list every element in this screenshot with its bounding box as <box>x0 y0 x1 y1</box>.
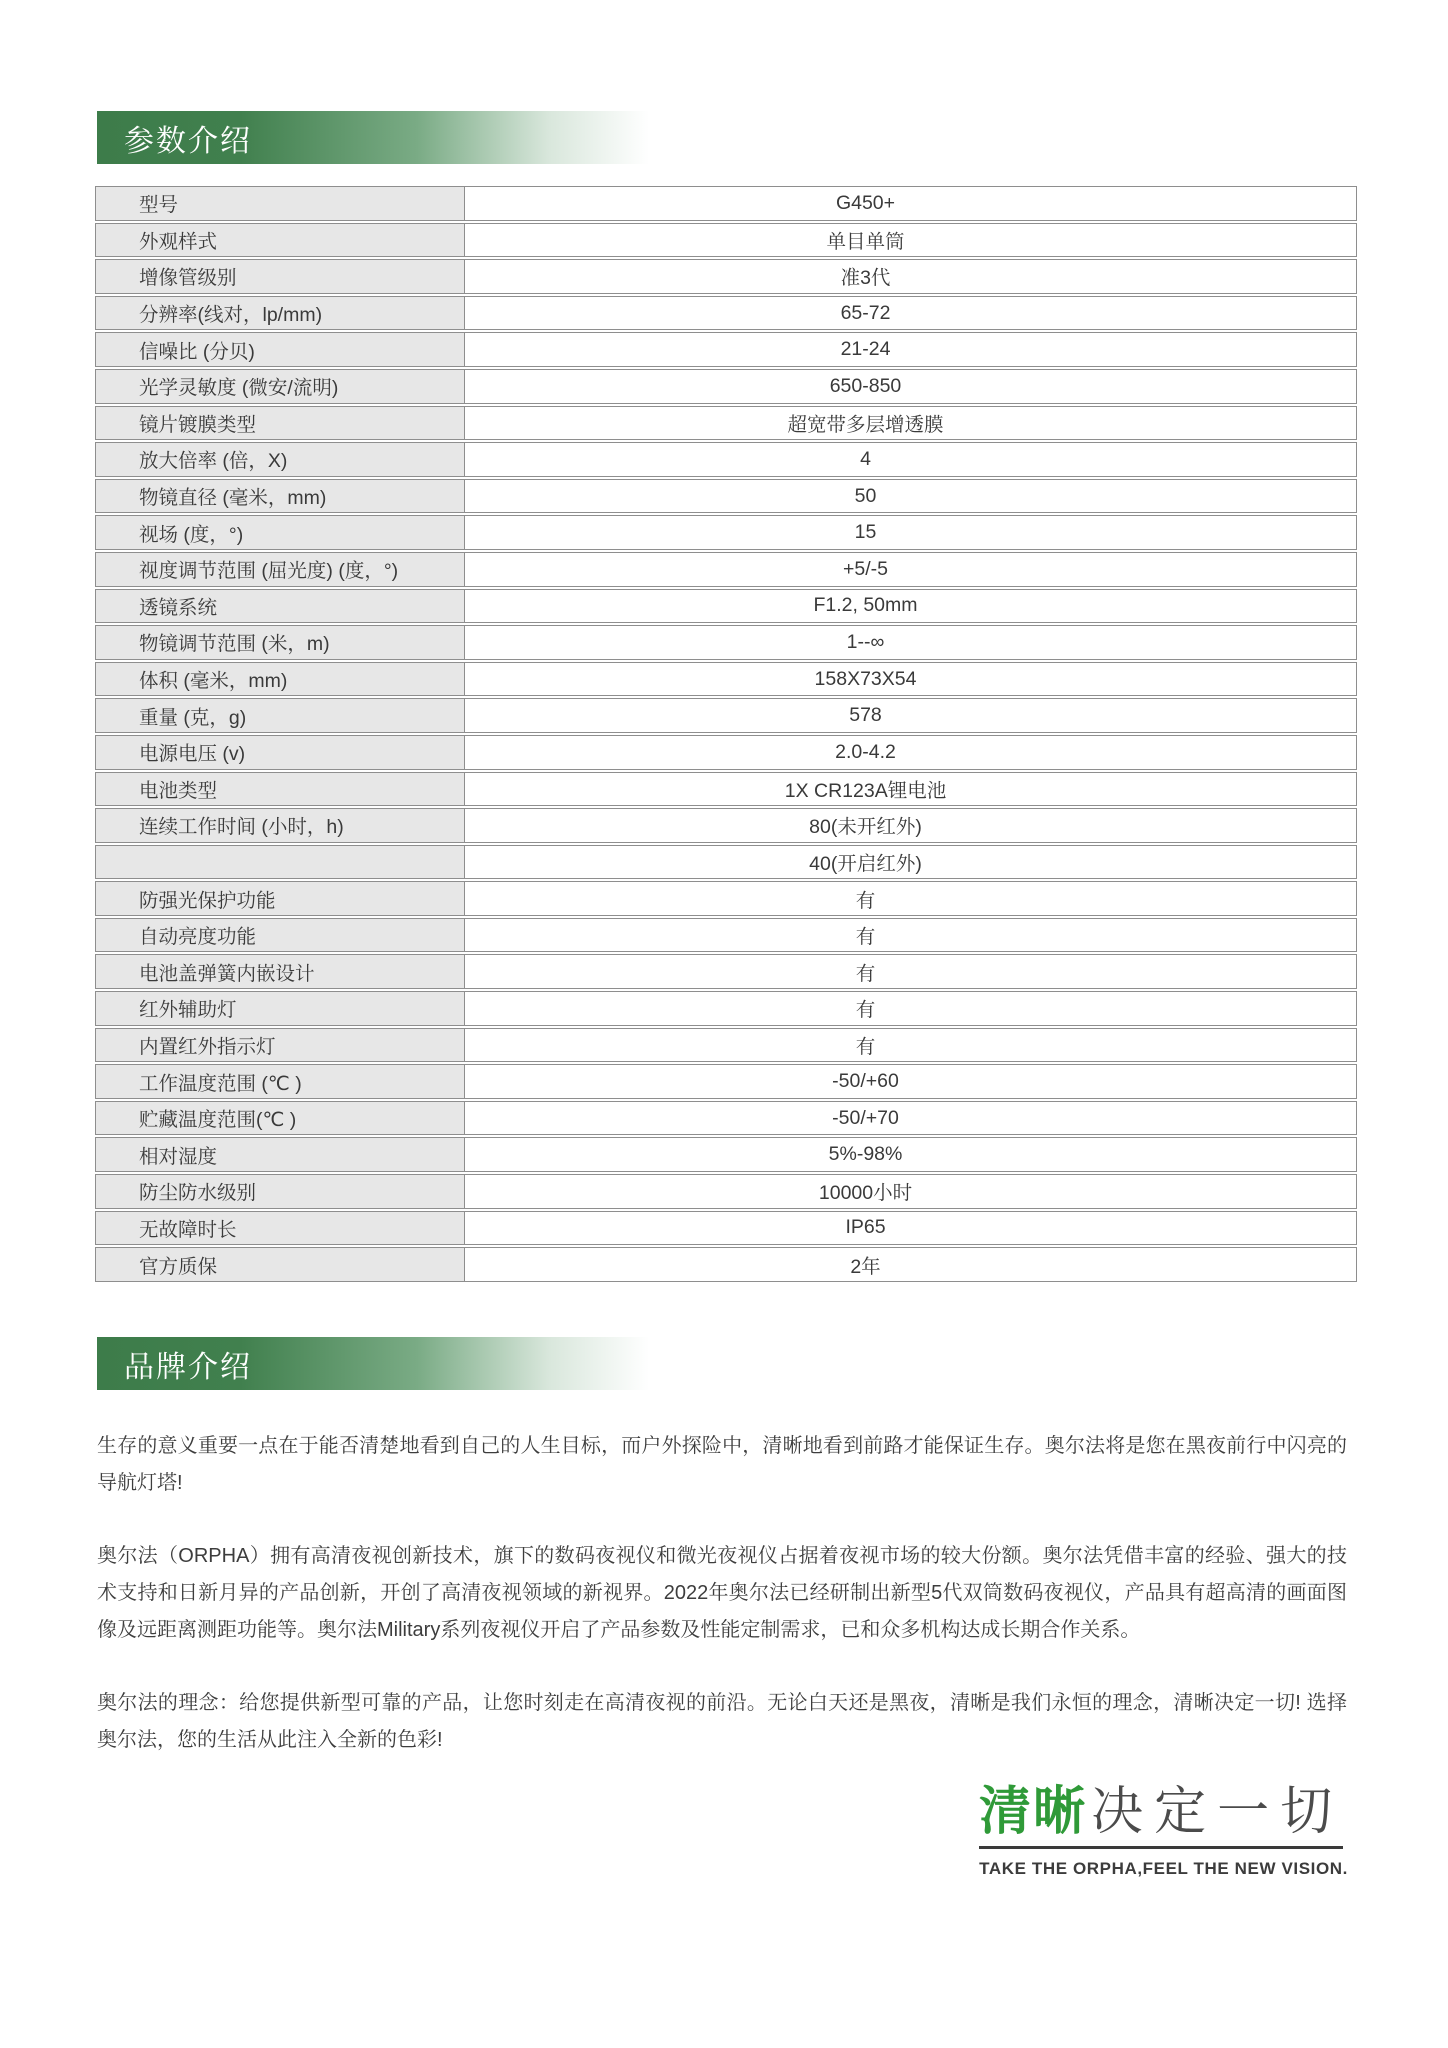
spec-row <box>95 1064 1357 1099</box>
spec-label: 防强光保护功能 <box>96 882 465 915</box>
spec-value: 有 <box>465 992 1356 1025</box>
spec-row <box>95 1174 1357 1209</box>
spec-label: 贮藏温度范围(℃ ) <box>96 1102 465 1135</box>
spec-row <box>95 735 1357 770</box>
spec-label <box>96 846 465 879</box>
spec-row <box>95 698 1357 733</box>
spec-row <box>95 991 1357 1026</box>
spec-label: 型号 <box>96 187 465 220</box>
spec-value: IP65 <box>465 1212 1356 1245</box>
spec-row <box>95 845 1357 880</box>
section-header-params <box>97 111 649 164</box>
spec-value: 10000小时 <box>465 1175 1356 1208</box>
spec-row <box>95 1101 1357 1136</box>
spec-row <box>95 589 1357 624</box>
spec-value: F1.2, 50mm <box>465 590 1356 623</box>
spec-value: 578 <box>465 699 1356 732</box>
spec-row <box>95 625 1357 660</box>
spec-row <box>95 552 1357 587</box>
brand-paragraph: 奥尔法的理念：给您提供新型可靠的产品，让您时刻走在高清夜视的前沿。无论白天还是黑夜，清晰是我们永恒的理念，清晰决定一切! 选择奥尔法，您的生活从此注入全新的色彩! <box>97 1692 1347 1751</box>
spec-value: 1X CR123A锂电池 <box>465 773 1356 806</box>
spec-value: 158X73X54 <box>465 663 1356 696</box>
logo-tagline: TAKE THE ORPHA,FEEL THE NEW VISION. <box>979 1859 1348 1878</box>
spec-row <box>95 772 1357 807</box>
spec-table <box>95 186 1357 1284</box>
spec-row <box>95 369 1357 404</box>
spec-row <box>95 1211 1357 1246</box>
spec-label: 镜片镀膜类型 <box>96 407 465 440</box>
spec-label: 电池盖弹簧内嵌设计 <box>96 955 465 988</box>
section-header-brand <box>97 1337 649 1390</box>
spec-row <box>95 954 1357 989</box>
spec-value: +5/-5 <box>465 553 1356 586</box>
spec-label: 物镜调节范围 (米，m) <box>96 626 465 659</box>
spec-label: 视场 (度，°) <box>96 516 465 549</box>
spec-value: G450+ <box>465 187 1356 220</box>
spec-row <box>95 808 1357 843</box>
spec-row <box>95 1247 1357 1282</box>
spec-row <box>95 515 1357 550</box>
spec-value: 15 <box>465 516 1356 549</box>
spec-label: 体积 (毫米，mm) <box>96 663 465 696</box>
logo-text-gray: 决定一切 <box>1091 1783 1344 1841</box>
spec-value: 单目单筒 <box>465 224 1356 257</box>
spec-label: 无故障时长 <box>96 1212 465 1245</box>
spec-value: 有 <box>465 955 1356 988</box>
spec-label: 信噪比 (分贝) <box>96 333 465 366</box>
spec-row <box>95 662 1357 697</box>
spec-value: 650-850 <box>465 370 1356 403</box>
spec-row <box>95 881 1357 916</box>
spec-label: 电源电压 (v) <box>96 736 465 769</box>
spec-label: 连续工作时间 (小时，h) <box>96 809 465 842</box>
spec-label: 透镜系统 <box>96 590 465 623</box>
spec-value: 2年 <box>465 1248 1356 1281</box>
brand-paragraphs <box>97 1428 1347 1795</box>
spec-row <box>95 296 1357 331</box>
spec-row <box>95 479 1357 514</box>
spec-label: 放大倍率 (倍，X) <box>96 443 465 476</box>
spec-label: 重量 (克，g) <box>96 699 465 732</box>
spec-value: 1--∞ <box>465 626 1356 659</box>
spec-row <box>95 918 1357 953</box>
spec-label: 自动亮度功能 <box>96 919 465 952</box>
spec-row <box>95 406 1357 441</box>
spec-value: 有 <box>465 882 1356 915</box>
spec-value: 准3代 <box>465 260 1356 293</box>
brand-logo <box>979 1783 1348 1879</box>
spec-value: 50 <box>465 480 1356 513</box>
spec-row <box>95 259 1357 294</box>
spec-label: 红外辅助灯 <box>96 992 465 1025</box>
spec-row <box>95 332 1357 367</box>
spec-label: 物镜直径 (毫米，mm) <box>96 480 465 513</box>
logo-main <box>979 1783 1344 1849</box>
spec-row <box>95 223 1357 258</box>
spec-value: 2.0-4.2 <box>465 736 1356 769</box>
spec-label: 相对湿度 <box>96 1138 465 1171</box>
spec-value: 有 <box>465 1029 1356 1062</box>
section-title-brand: 品牌介绍 <box>124 1350 252 1384</box>
spec-value: 65-72 <box>465 297 1356 330</box>
spec-label: 外观样式 <box>96 224 465 257</box>
spec-label: 增像管级别 <box>96 260 465 293</box>
spec-row <box>95 1028 1357 1063</box>
spec-value: -50/+60 <box>465 1065 1356 1098</box>
spec-row <box>95 1137 1357 1172</box>
spec-label: 视度调节范围 (屈光度) (度，°) <box>96 553 465 586</box>
spec-label: 分辨率(线对，lp/mm) <box>96 297 465 330</box>
spec-label: 防尘防水级别 <box>96 1175 465 1208</box>
spec-value: 有 <box>465 919 1356 952</box>
spec-label: 官方质保 <box>96 1248 465 1281</box>
spec-value: 40(开启红外) <box>465 846 1356 879</box>
spec-value: -50/+70 <box>465 1102 1356 1135</box>
spec-label: 工作温度范围 (℃ ) <box>96 1065 465 1098</box>
spec-value: 超宽带多层增透膜 <box>465 407 1356 440</box>
spec-label: 电池类型 <box>96 773 465 806</box>
spec-label: 光学灵敏度 (微安/流明) <box>96 370 465 403</box>
section-title-params: 参数介绍 <box>124 124 252 158</box>
spec-row <box>95 442 1357 477</box>
brand-paragraph: 生存的意义重要一点在于能否清楚地看到自己的人生目标，而户外探险中，清晰地看到前路才能保证生存。奥尔法将是您在黑夜前行中闪亮的导航灯塔! <box>97 1435 1347 1494</box>
spec-value: 80(未开红外) <box>465 809 1356 842</box>
spec-value: 21-24 <box>465 333 1356 366</box>
spec-value: 5%-98% <box>465 1138 1356 1171</box>
spec-value: 4 <box>465 443 1356 476</box>
spec-row <box>95 186 1357 221</box>
spec-label: 内置红外指示灯 <box>96 1029 465 1062</box>
brand-paragraph: 奥尔法（ORPHA）拥有高清夜视创新技术，旗下的数码夜视仪和微光夜视仪占据着夜视市场的较大份额。奥尔法凭借丰富的经验、强大的技术支持和日新月异的产品创新，开创了高清夜视领域的新视界。2022年奥尔法已经研制出新型5代双筒数码夜视仪，产品具有超高清的画面图像及远距离测距功能等。奥尔法Military系列夜视仪开启了产品参数及性能定制需求，已和众多机构达成长期合作关系。 <box>97 1545 1347 1641</box>
logo-text-green: 清晰 <box>979 1783 1088 1841</box>
